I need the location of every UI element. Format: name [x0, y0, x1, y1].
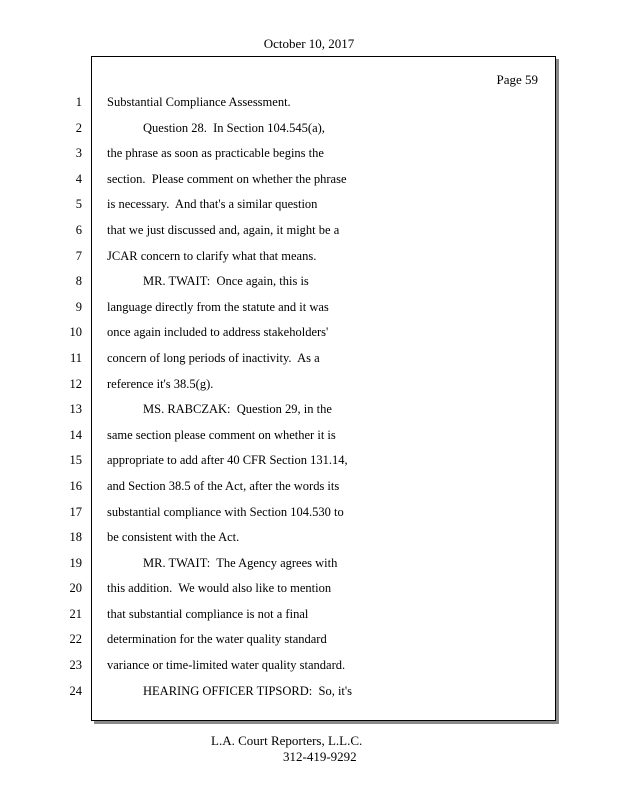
transcript-line: section. Please comment on whether the phrase — [107, 171, 347, 186]
transcript-line: that substantial compliance is not a final — [107, 606, 309, 621]
line-number: 22 — [69, 632, 82, 647]
line-number: 5 — [75, 197, 82, 212]
transcript-line: MS. RABCZAK: Question 29, in the — [143, 402, 332, 417]
transcript-line: that we just discussed and, again, it might be a — [107, 222, 340, 237]
transcript-line: MR. TWAIT: Once again, this is — [143, 274, 309, 289]
line-number: 24 — [69, 683, 82, 698]
transcript-line: the phrase as soon as practicable begins the — [107, 146, 324, 161]
transcript-line: this addition. We would also like to mention — [107, 581, 332, 596]
transcript-line: substantial compliance with Section 104.530 to — [107, 504, 344, 519]
transcript-line: same section please comment on whether it is — [107, 427, 336, 442]
transcript-line: variance or time-limited water quality standard. — [107, 658, 346, 673]
transcript-line: Substantial Compliance Assessment. — [107, 95, 291, 109]
line-number: 21 — [69, 606, 82, 621]
line-number: 23 — [69, 658, 82, 673]
line-number: 1 — [75, 95, 82, 109]
transcript-line: is necessary. And that's a similar question — [107, 197, 318, 212]
line-number: 8 — [75, 274, 82, 289]
header-date: October 10, 2017 — [263, 36, 355, 51]
line-number: 16 — [69, 478, 82, 493]
line-number: 3 — [75, 146, 82, 161]
line-number: 9 — [75, 299, 82, 314]
footer-company: L.A. Court Reporters, L.L.C. — [211, 733, 363, 748]
line-number: 11 — [69, 350, 82, 365]
line-number: 4 — [75, 171, 82, 186]
transcript-line: appropriate to add after 40 CFR Section 131.14, — [107, 453, 348, 468]
page-number: Page 59 — [496, 72, 538, 87]
footer-phone: 312-419-9292 — [283, 749, 357, 764]
transcript-line: be consistent with the Act. — [107, 530, 240, 545]
line-number: 19 — [69, 555, 82, 570]
line-number: 6 — [75, 222, 82, 237]
transcript-line: language directly from the statute and it was — [107, 299, 329, 314]
line-number: 20 — [69, 581, 82, 596]
line-number: 12 — [69, 376, 82, 391]
transcript-line: JCAR concern to clarify what that means. — [107, 248, 317, 263]
line-number: 10 — [69, 325, 82, 340]
transcript-line: once again included to address stakeholders' — [107, 325, 329, 340]
line-number: 14 — [69, 427, 82, 442]
line-number: 17 — [69, 504, 82, 519]
transcript-line: concern of long periods of inactivity. As a — [107, 350, 320, 365]
line-number: 18 — [69, 530, 82, 545]
transcript-text — [107, 92, 547, 706]
transcript-line: and Section 38.5 of the Act, after the words its — [107, 478, 340, 493]
transcript-line: determination for the water quality standard — [107, 632, 327, 647]
transcript-line: Question 28. In Section 104.545(a), — [143, 120, 325, 135]
line-number: 13 — [69, 402, 82, 417]
line-number: 7 — [75, 248, 82, 263]
transcript-line: reference it's 38.5(g). — [107, 376, 214, 391]
line-number-column — [56, 92, 82, 706]
transcript-line: MR. TWAIT: The Agency agrees with — [143, 555, 338, 570]
line-number: 15 — [69, 453, 82, 468]
line-number: 2 — [75, 120, 82, 135]
transcript-line: HEARING OFFICER TIPSORD: So, it's — [143, 683, 353, 698]
